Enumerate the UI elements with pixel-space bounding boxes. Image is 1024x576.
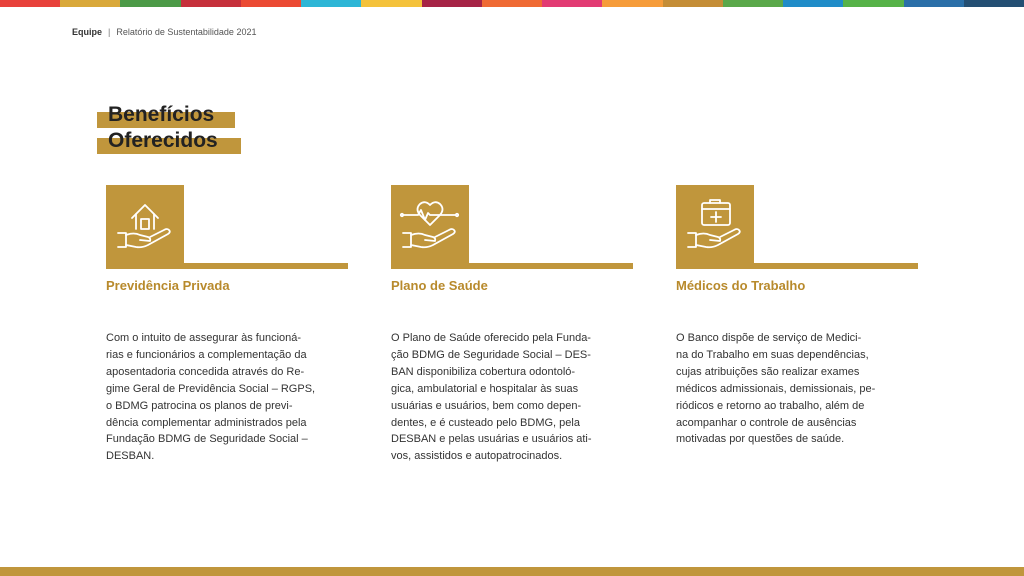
column-title: Médicos do Trabalho [676, 278, 806, 293]
color-stripe-segment [120, 0, 180, 7]
bottom-bar [0, 567, 1024, 576]
color-stripe-segment [482, 0, 542, 7]
column-body: O Plano de Saúde oferecido pela Funda- ção BDMG de Seguridade Social – DES- BAN disponibiliza cobertura odontoló- gica, ambulatorial e hospitalar às suas usuárias e usuários, bem como depen- dentes, e é custeado pelo BDMG, pela DESBAN e pelas usuárias e usuários ati- vos, assistidos e autopatrocinados. [391, 332, 592, 463]
column-body: O Banco dispõe de serviço de Medici- na do Trabalho em suas dependências, cujas atribuições são realizar exames médicos admissionais, demissionais, pe- riódicos e retorno ao trabalho, além de acompanhar o controle de ausências motivadas por questões de saúde. [676, 332, 876, 446]
color-stripe-segment [542, 0, 602, 7]
column-title: Plano de Saúde [391, 278, 488, 293]
color-stripe-segment [241, 0, 301, 7]
color-stripe-segment [964, 0, 1024, 7]
color-stripe-segment [422, 0, 482, 7]
color-stripe-segment [60, 0, 120, 7]
color-stripe [0, 0, 1024, 7]
section-name: Equipe [72, 27, 103, 37]
column-divider [106, 263, 348, 269]
color-stripe-segment [663, 0, 723, 7]
title-line-1: Benefícios [108, 103, 215, 126]
header-separator: | [108, 27, 111, 37]
color-stripe-segment [301, 0, 361, 7]
house-in-hand-icon [106, 185, 184, 263]
page-title [97, 102, 218, 154]
heart-pulse-in-hand-icon [391, 185, 469, 263]
color-stripe-segment [723, 0, 783, 7]
color-stripe-segment [361, 0, 421, 7]
column-divider [676, 263, 918, 269]
column-divider [391, 263, 633, 269]
color-stripe-segment [602, 0, 662, 7]
column-title: Previdência Privada [106, 278, 230, 293]
color-stripe-segment [843, 0, 903, 7]
report-name: Relatório de Sustentabilidade 2021 [116, 27, 257, 37]
page-header [72, 27, 256, 37]
color-stripe-segment [181, 0, 241, 7]
column-body: Com o intuito de assegurar às funcioná- rias e funcionários a complementação da aposentadoria concedida através do Re- gime Geral de Previdência Social – RGPS, o BDMG patrocina os planos de previ- dência complementar administrados pela Fundação BDMG de Seguridade Social – DESBAN. [106, 332, 316, 463]
title-line-2: Oferecidos [108, 129, 218, 152]
color-stripe-segment [904, 0, 964, 7]
medical-kit-in-hand-icon [676, 185, 754, 263]
color-stripe-segment [0, 0, 60, 7]
color-stripe-segment [783, 0, 843, 7]
